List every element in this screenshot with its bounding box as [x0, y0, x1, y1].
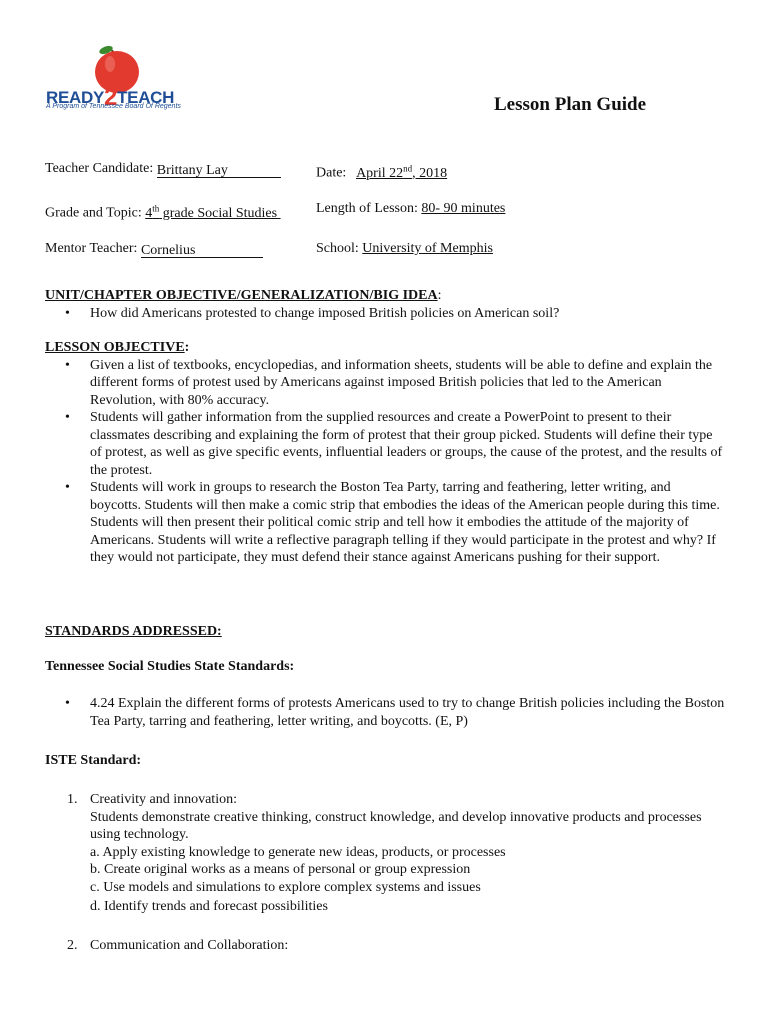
lesson-objective-section [45, 339, 725, 567]
teacher-candidate-field: Teacher Candidate: Brittany Lay [45, 160, 281, 178]
grade-topic-field: Grade and Topic: 4th grade Social Studies [45, 200, 281, 222]
unit-objective-section [45, 287, 735, 322]
mentor-teacher-field: Mentor Teacher: Cornelius [45, 240, 263, 258]
length-field: Length of Lesson: 80- 90 minutes [316, 201, 506, 216]
grade-topic-value: 4th grade Social Studies [145, 203, 278, 221]
tn-standards-heading: Tennessee Social Studies State Standards: [45, 659, 295, 674]
tn-standards-list [45, 695, 725, 730]
iste-item-title: Creativity and innovation: [90, 792, 237, 807]
iste-item-2: 2. Communication and Collaboration: [45, 937, 725, 955]
ready2teach-logo [44, 44, 194, 116]
page-title: Lesson Plan Guide [494, 94, 647, 115]
iste-sub-item: c. Use models and simulations to explore complex systems and issues [90, 879, 481, 895]
school-field: School: University of Memphis [316, 241, 493, 256]
list-item: • How did Americans protested to change imposed British policies on American soil? [44, 305, 735, 323]
iste-standard-heading: ISTE Standard: [45, 753, 142, 768]
iste-item-title: Communication and Collaboration: [90, 938, 289, 953]
list-item: • Students will gather information from the supplied resources and create a PowerPoint to present to their classmates describing and explaining the form of protest that their group picked. Students will define their type of protest, as well as give specific events, influential leaders or groups, the cause of the protest, and the results of the protest. [44, 409, 725, 479]
iste-sub-item: d. Identify trends and forecast possibilities [90, 899, 328, 914]
teacher-candidate-value: Brittany Lay [156, 162, 228, 178]
iste-sub-item: b. Create original works as a means of personal or group expression [90, 862, 471, 877]
list-item: • Given a list of textbooks, encyclopedias, and information sheets, students will be able to define and explain the different forms of protest used by Americans against imposed British policies that led to the American Revolution, with 80% accuracy. [44, 357, 725, 410]
unit-objective-heading: UNIT/CHAPTER OBJECTIVE/GENERALIZATION/BIG IDEA: [45, 288, 442, 303]
length-value: 80- 90 minutes [421, 201, 506, 216]
iste-item-1: 1. Creativity and innovation: Students demonstrate creative thinking, construct knowledge, and develop innovative products and processes using technology. a. Apply existing knowledge to generate new ideas, products, or processes b. Create original works as a means of personal or group expression c. Use models and simulations to explore complex systems and issues d. Identify trends and forecast possibilities [45, 791, 725, 916]
standards-heading: STANDARDS ADDRESSED: [45, 624, 222, 639]
date-value: April 22nd, 2018 [356, 163, 448, 181]
list-item: • 4.24 Explain the different forms of protests Americans used to try to change British policies including the Boston Tea Party, tarring and feathering, letter writing, and boycotts. (E, P) [44, 695, 725, 730]
school-value: University of Memphis [362, 241, 493, 256]
date-field: Date: April 22nd, 2018 [316, 163, 448, 181]
iste-sub-item: a. Apply existing knowledge to generate new ideas, products, or processes [90, 844, 506, 860]
mentor-teacher-value: Cornelius [140, 242, 196, 258]
list-item: • Students will work in groups to research the Boston Tea Party, tarring and feathering, letter writing, and boycotts. Students will then make a comic strip that embodies the ideas of the American people during this time. Students will then present their political comic strip and tell how it embodies the attitude of the majority of Americans. Students will write a reflective paragraph telling if they would participate in the protest and why? If they would not participate, they must defend their stance against Americans pushing for their support. [44, 479, 725, 567]
logo-tagline: A Program of Tennessee Board Of Regents [46, 103, 181, 110]
iste-item-desc: Students demonstrate creative thinking, construct knowledge, and develop innovative products and processes using technology. [90, 809, 702, 842]
lesson-objective-heading: LESSON OBJECTIVE: [45, 340, 190, 355]
logo-wordmark: READY2TEACH [46, 84, 175, 111]
